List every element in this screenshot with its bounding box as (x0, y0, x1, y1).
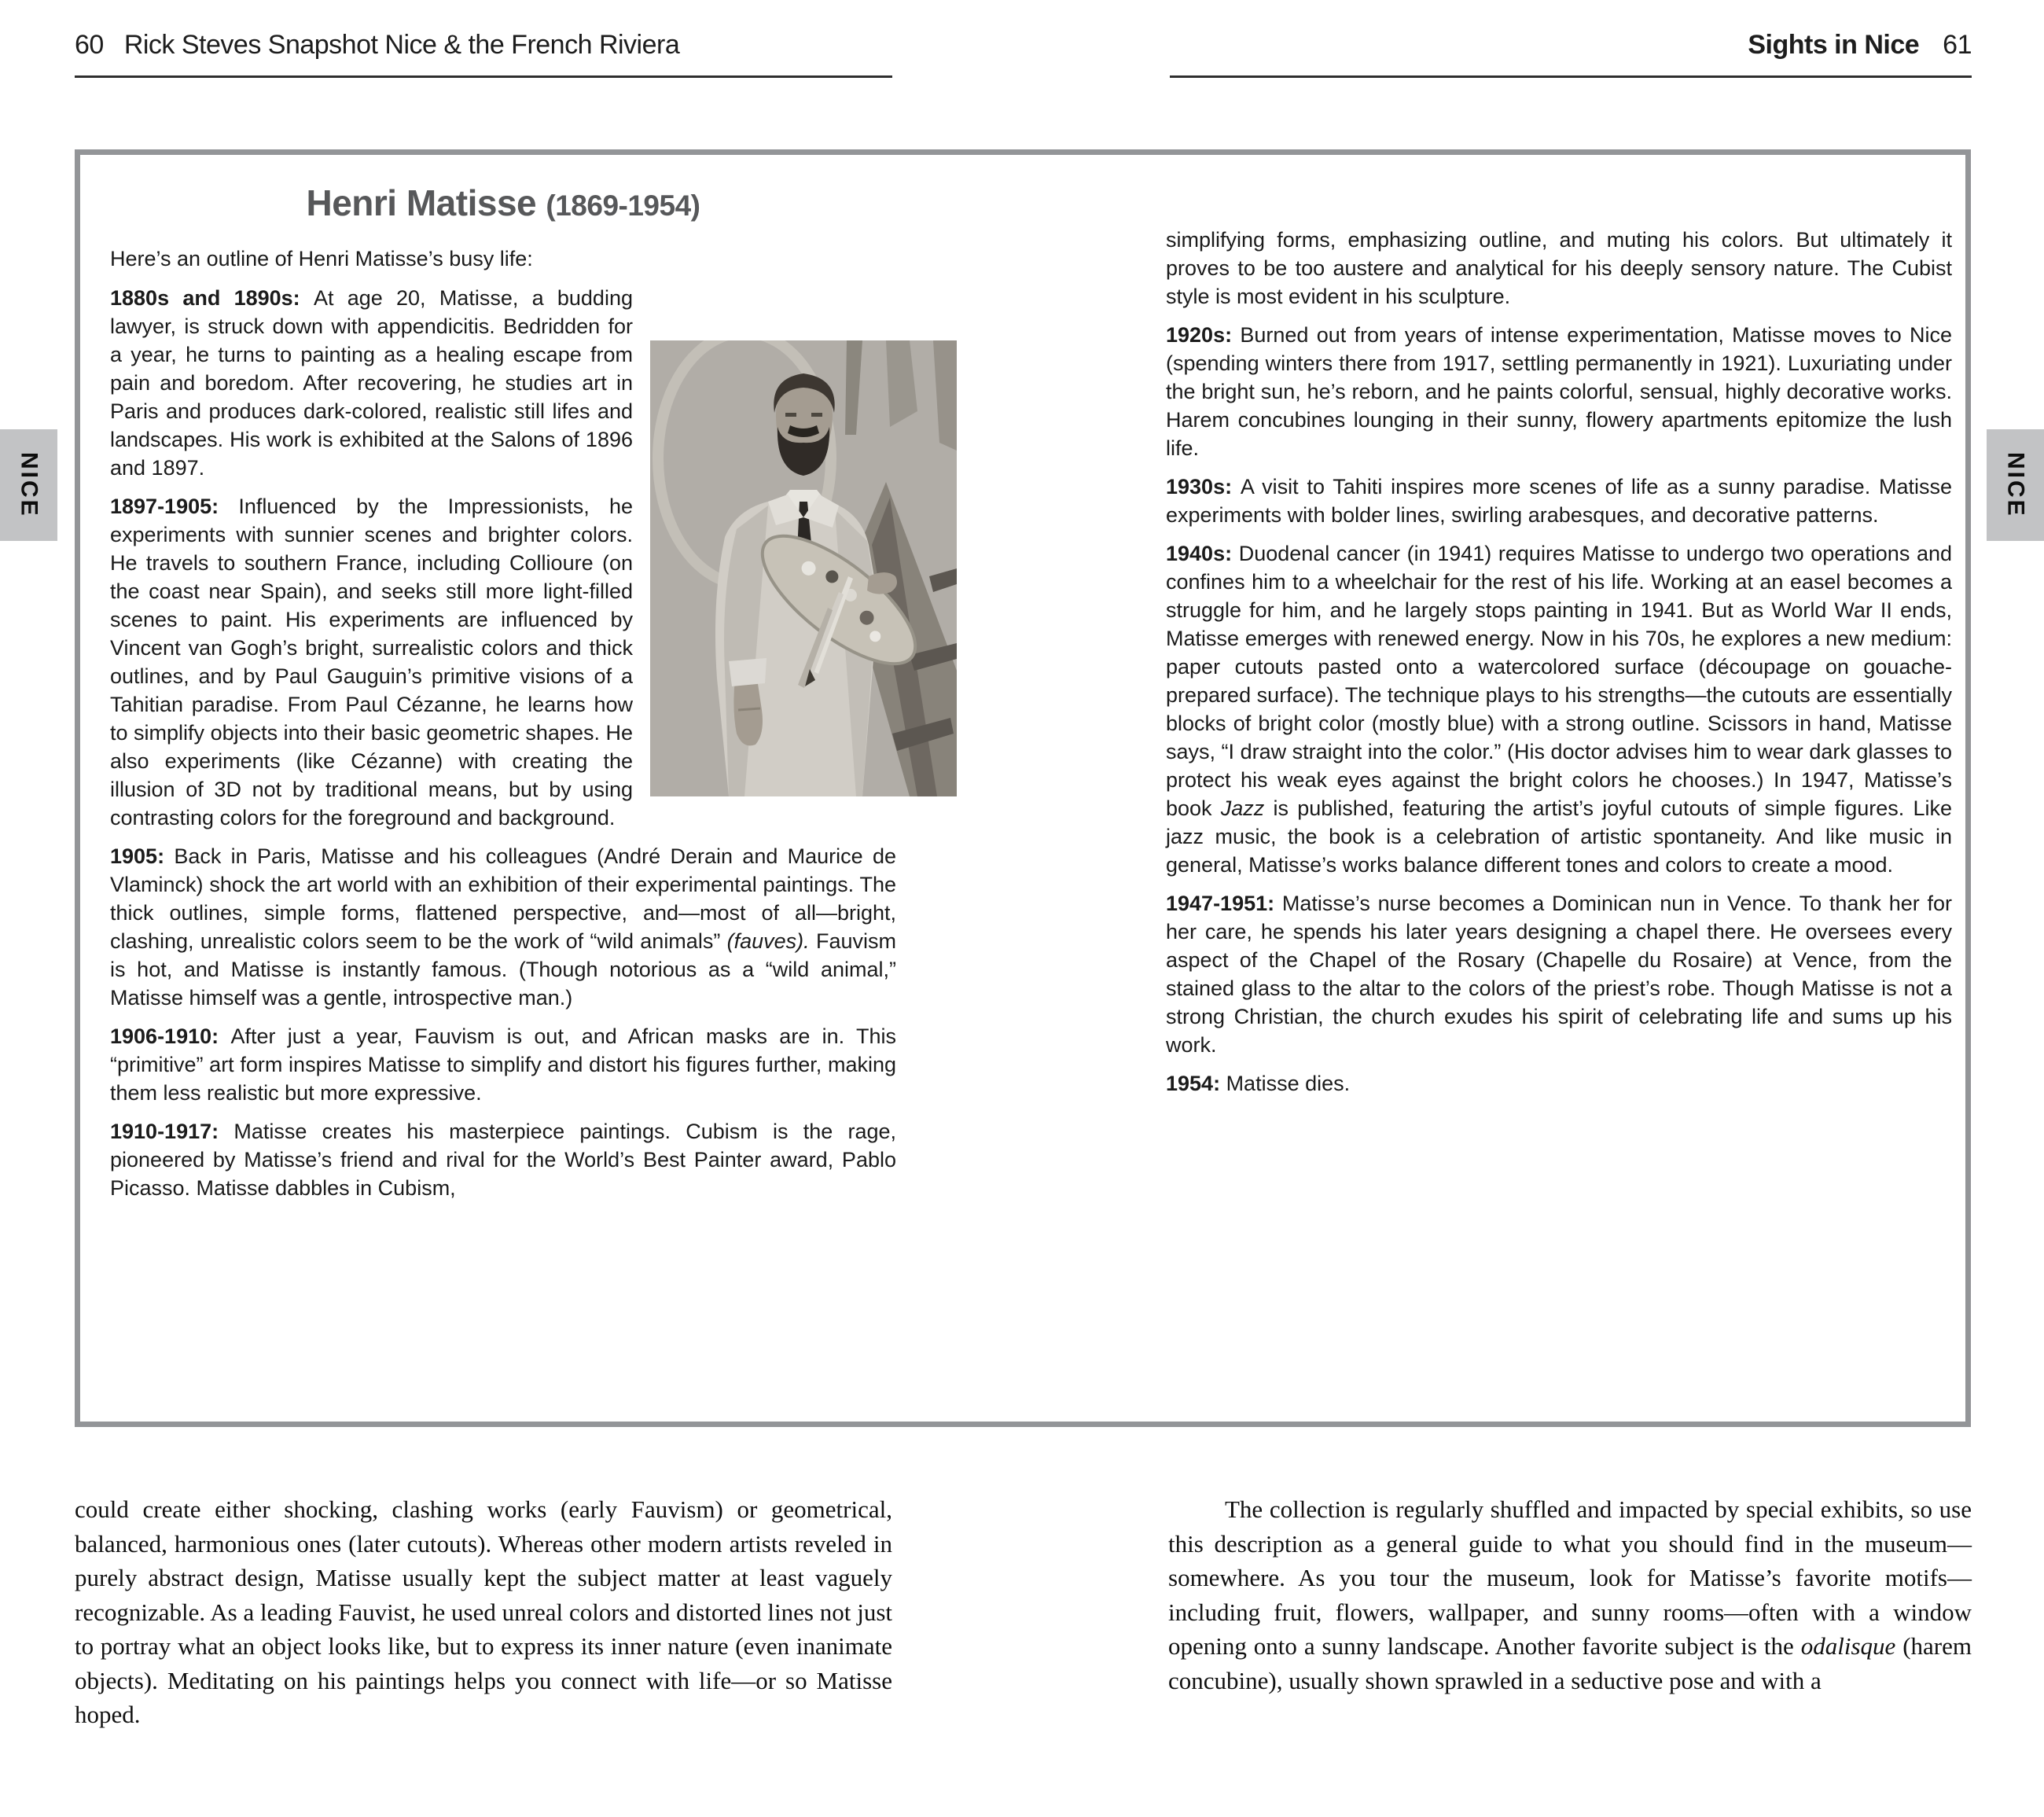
paragraph: 1906-1910: After just a year, Fauvism is out, and African masks are in. This “primitive” art form inspires Matisse to simplify and distort his figures further, making them less realistic but more expressive. (110, 1024, 896, 1105)
body-text-left (75, 1492, 892, 1732)
body-text-right-paragraphs (1168, 1492, 1972, 1697)
paragraph-lead: 1920s: (1166, 323, 1241, 347)
page-number-left: 60 (75, 30, 104, 60)
box-right-text (1166, 226, 1952, 1098)
paragraph: 1947-1951: Matisse’s nurse becomes a Dominican nun in Vence. To thank her for her care, he spends his later years designing a chapel there. He oversees every aspect of the Chapel of the Rosary (Chapelle du Rosaire) at Vence, from the stained glass to the altar to the colors of the priest’s robe. Though Matisse is not a strong Christian, the church exudes his spirit of celebrating life and sums up his work. (1166, 892, 1952, 1057)
paragraph: The collection is regularly shuffled and impacted by special exhibits, so use this description as a general guide to what you should find in the museum—somewhere. As you tour the museum, look for Matisse’s favorite motifs—including fruit, flowers, wallpaper, and sunny rooms—often with a window opening onto a sunny landscape. Another favorite subject is the odalisque (harem concubine), usually shown sprawled in a seductive pose and with a (1168, 1495, 1972, 1694)
box-intro: Here’s an outline of Henri Matisse’s busy life: (110, 247, 533, 270)
paragraph-lead: 1905: (110, 844, 175, 868)
paragraph-lead: 1930s: (1166, 475, 1241, 498)
box-column-left (110, 182, 896, 1212)
running-head-left (75, 30, 892, 78)
matisse-sidebar-box (75, 149, 1971, 1427)
chapter-tab-right (1987, 429, 2044, 541)
paragraph: simplifying forms, emphasizing outline, and muting his colors. But ultimately it proves to be too austere and analytical for his deeply sensory nature. The Cubist style is most evident in his sculpture. (1166, 228, 1952, 308)
paragraph: 1954: Matisse dies. (1166, 1072, 1351, 1095)
paragraph: 1905: Back in Paris, Matisse and his colleagues (André Derain and Maurice de Vlaminck) shock the art world with an exhibition of their experimental paintings. The thick outlines, simple forms, flattened perspective, and—most of all—bright, clashing, unrealistic colors seem to be the work of “wild animals” (fauves). Fauvism is hot, and Matisse is instantly famous. (Though notorious as a “wild animal,” Matisse himself was a gentle, introspective man.) (110, 844, 896, 1010)
page-number-right: 61 (1943, 30, 1972, 60)
paragraph-lead: 1906-1910: (110, 1024, 231, 1048)
chapter-tab-label: NICE (2002, 452, 2029, 518)
paragraph: 1930s: A visit to Tahiti inspires more scenes of life as a sunny paradise. Matisse experiments with bolder lines, swirling arabesques, and decorative patterns. (1166, 475, 1953, 527)
body-text-left-paragraphs (75, 1492, 892, 1732)
paragraph: could create either shocking, clashing works (early Fauvism) or geometrical, balanced, harmonious ones (later cutouts). Whereas other modern artists reveled in purely abstract design, Matisse usually kept the subject matter at least vaguely recognizable. As a leading Fauvist, he used unreal colors and distorted lines not just to portray what an object looks like, but to express its inner nature (even inanimate objects). Meditating on his paintings helps you connect with life—or so Matisse hoped. (75, 1495, 892, 1728)
chapter-tab-left (0, 429, 57, 541)
paragraph-lead: 1940s: (1166, 542, 1239, 565)
running-head-right (1170, 30, 1972, 78)
chapter-tab-label: NICE (16, 452, 42, 518)
paragraph: 1880s and 1890s: At age 20, Matisse, a budding lawyer, is struck down with appendicitis. Bedridden for a year, he turns to painting as a healing escape from pain and boredom. After recovering, he studies art in Paris and produces dark-colored, realistic still lifes and landscapes. His work is exhibited at the Salons of 1896 and 1897. (110, 286, 633, 480)
paragraph-lead: 1897-1905: (110, 495, 239, 518)
book-title: Rick Steves Snapshot Nice & the French Riviera (123, 30, 680, 60)
body-text-right (1168, 1492, 1972, 1697)
box-title-years: (1869-1954) (546, 189, 700, 222)
paragraph-lead: 1954: (1166, 1072, 1226, 1095)
box-column-right (1166, 226, 1952, 1108)
matisse-photo (650, 340, 957, 796)
box-left-text (110, 284, 896, 1202)
paragraph: 1940s: Duodenal cancer (in 1941) requires Matisse to undergo two operations and confines him to a wheelchair for the rest of his life. Working at an easel becomes a struggle for him, and he largely stops painting in 1941. But as World War II ends, Matisse emerges with renewed energy. Now in his 70s, he explores a new medium: paper cutouts pasted onto a watercolored surface (découpage on gouache-prepared surface). The technique plays to his strengths—the cutouts are essentially blocks of bright color (mostly blue) with a strong outline. Scissors in hand, Matisse says, “I draw straight into the color.” (His doctor advises him to wear dark glasses to protect his weak eyes against the bright colors he chooses.) In 1947, Matisse’s book Jazz is published, featuring the artist’s joyful cutouts of simple figures. Like jazz music, the book is a celebration of artistic spontaneity. And like music in general, Matisse’s works balance different tones and colors to create a mood. (1166, 542, 1952, 877)
box-title-name: Henri Matisse (306, 182, 537, 223)
box-title (110, 182, 896, 224)
paragraph: 1897-1905: Influenced by the Impressionists, he experiments with sunnier scenes and brighter colors. He travels to southern France, including Collioure (on the coast near Spain), and seeks still more light-filled scenes to paint. His experiments are influenced by Vincent van Gogh’s bright, surrealistic colors and thick outlines, and by Paul Gauguin’s primitive visions of a Tahitian paradise. From Paul Cézanne, he learns how to simplify objects into their basic geometric shapes. He also experiments (like Cézanne) with creating the illusion of 3D not by traditional means, but by using contrasting colors for the foreground and background. (110, 495, 633, 829)
section-title: Sights in Nice (1748, 30, 1920, 60)
paragraph: 1910-1917: Matisse creates his masterpiece paintings. Cubism is the rage, pioneered by Matisse’s friend and rival for the World’s Best Painter award, Pablo Picasso. Matisse dabbles in Cubism, (110, 1120, 896, 1200)
paragraph: 1920s: Burned out from years of intense experimentation, Matisse moves to Nice (spending winters there from 1917, settling permanently in 1921). Luxuriating under the bright sun, he’s reborn, and he paints colorful, sensual, highly decorative works. Harem concubines lounging in their sunny, flowery apartments epitomize the lush life. (1166, 323, 1952, 460)
matisse-photo-graphic (650, 340, 957, 796)
paragraph-lead: 1880s and 1890s: (110, 286, 314, 310)
paragraph-lead: 1910-1917: (110, 1120, 234, 1143)
paragraph-lead: 1947-1951: (1166, 892, 1282, 915)
